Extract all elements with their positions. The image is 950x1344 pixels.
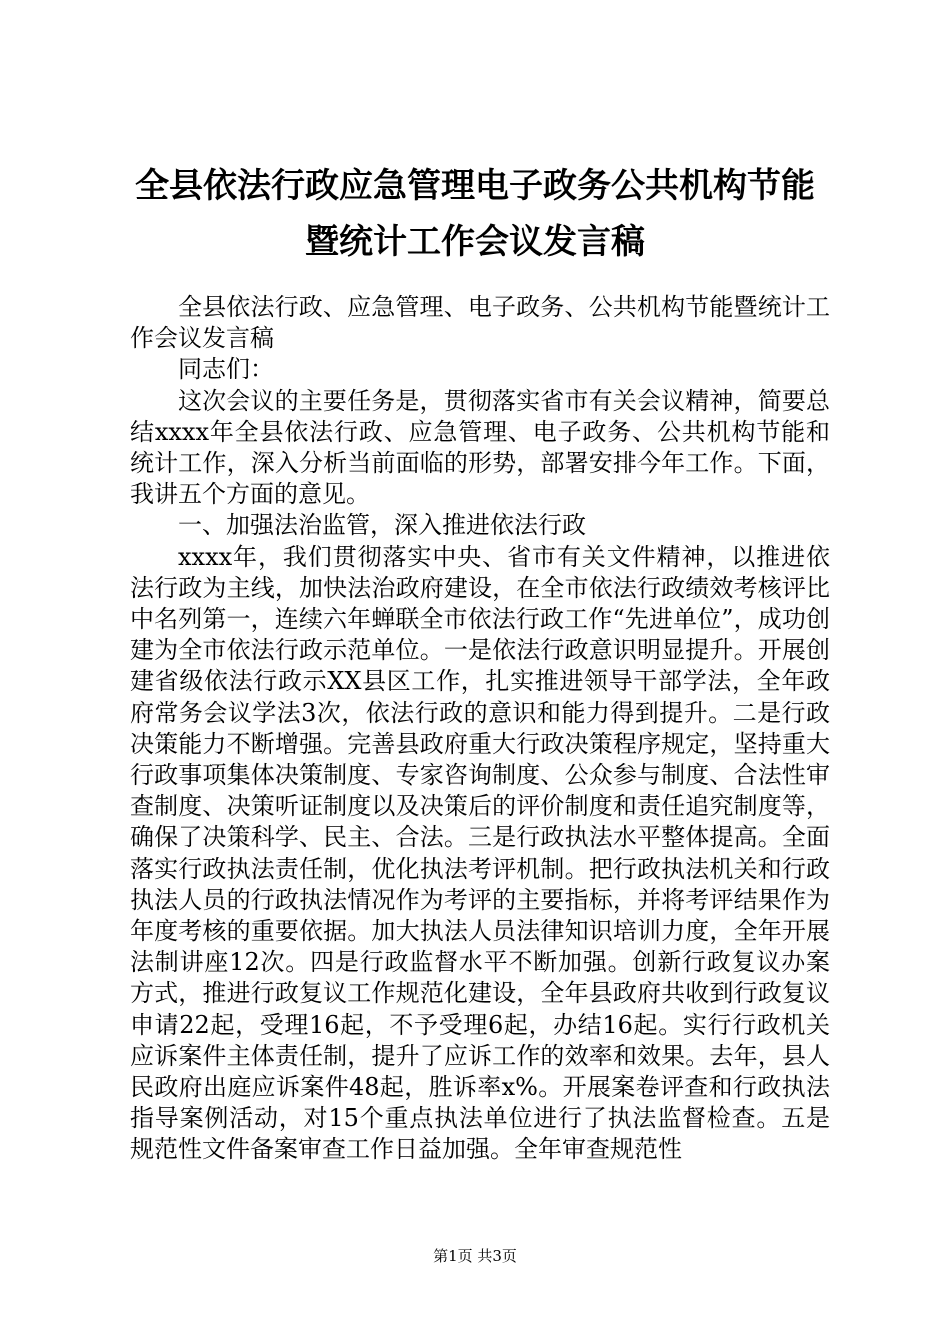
document-title-line-2: 暨统计工作会议发言稿 [305,222,645,262]
section-heading-1: 一、加强法治监管，深入推进依法行政 [178,511,586,540]
body-paragraph-intro: 这次会议的主要任务是，贯彻落实省市有关会议精神，简要总结xxxx年全县依法行政、应急管理、电子政务、公共机构节能和统计工作，深入分析当前面临的形势，部署安排今年工作。下面，我讲五个方面的意见。 [130,386,830,509]
body-paragraph-section-1: xxxx年，我们贯彻落实中央、省市有关文件精神，以推进依法行政为主线，加快法治政府建设，在全市依法行政绩效考核评比中名列第一，连续六年蝉联全市依法行政工作“先进单位”，成功创建为全市依法行政示范单位。一是依法行政意识明显提升。开展创建省级依法行政示XX县区工作，扎实推进领导干部学法，全年政府常务会议学法3次，依法行政的意识和能力得到提升。二是行政决策能力不断增强。完善县政府重大行政决策程序规定，坚持重大行政事项集体决策制度、专家咨询制度、公众参与制度、合法性审查制度、决策听证制度以及决策后的评价制度和责任追究制度等，确保了决策科学、民主、合法。三是行政执法水平整体提高。全面落实行政执法责任制，优化执法考评机制。把行政执法机关和行政执法人员的行政执法情况作为考评的主要指标，并将考评结果作为年度考核的重要依据。加大执法人员法律知识培训力度，全年开展法制讲座12次。四是行政监督水平不断加强。创新行政复议办案方式，推进行政复议工作规范化建设，全年县政府共收到行政复议申请22起，受理16起，不予受理6起，办结16起。实行行政机关应诉案件主体责任制，提升了应诉工作的效率和效果。去年，县人民政府出庭应诉案件48起，胜诉率x%。开展案卷评查和行政执法指导案例活动，对15个重点执法单位进行了执法监督检查。五是规范性文件备案审查工作日益加强。全年审查规范性 [130,542,830,1164]
document-title-line-1: 全县依法行政应急管理电子政务公共机构节能 [135,166,815,206]
page-footer: 第1页 共3页 [433,1247,517,1265]
body-paragraph-subtitle: 全县依法行政、应急管理、电子政务、公共机构节能暨统计工作会议发言稿 [130,293,830,353]
document-body [130,292,830,1166]
body-paragraph-salutation: 同志们： [178,355,274,384]
